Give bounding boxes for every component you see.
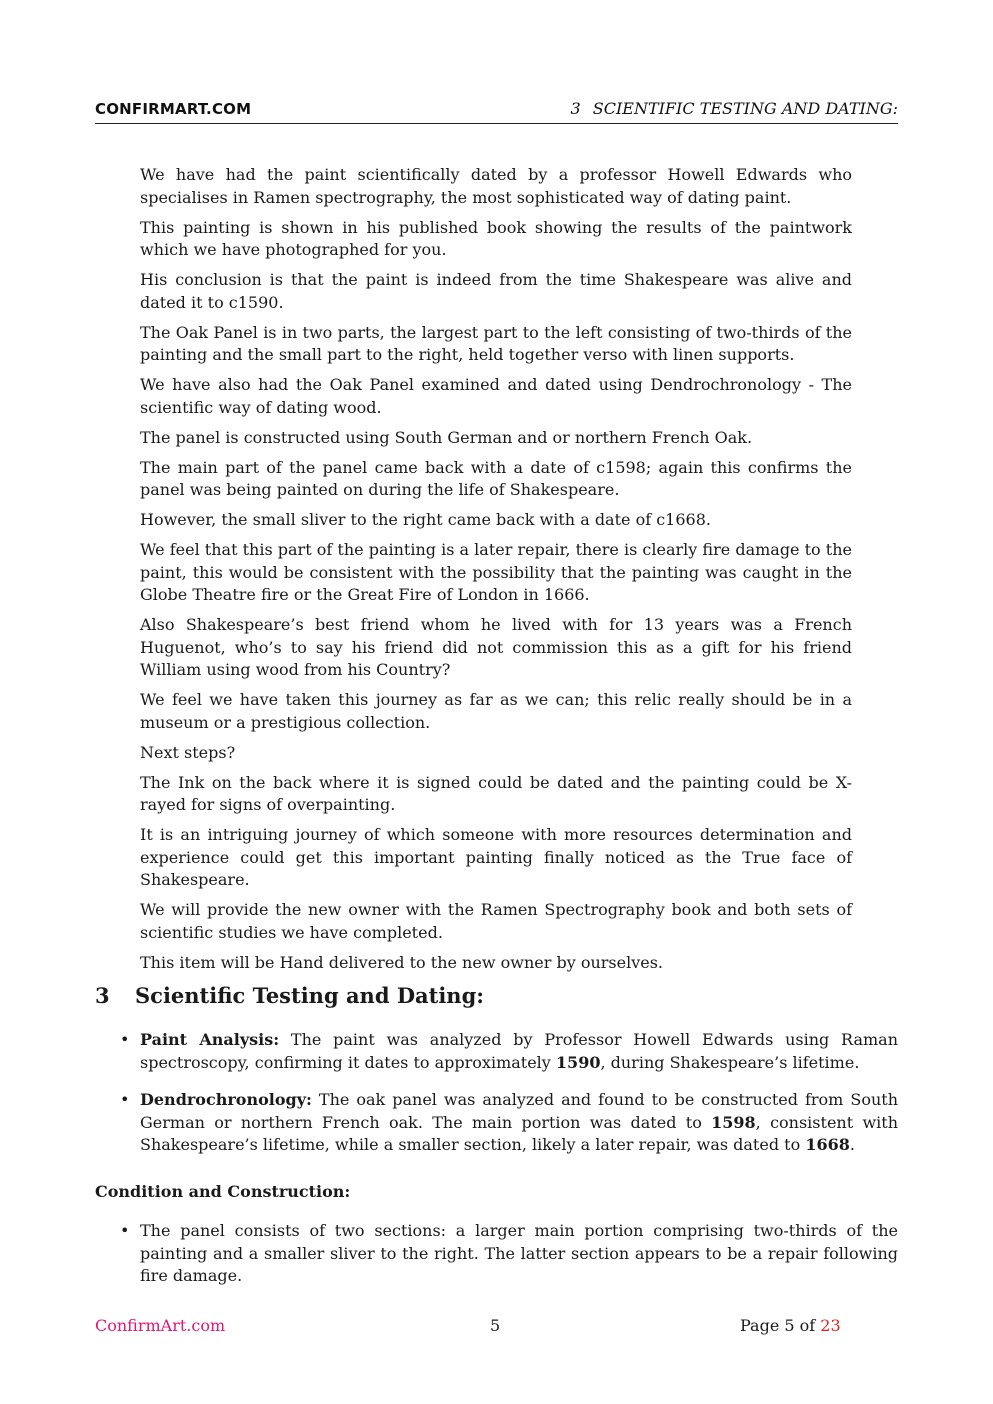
- paragraph: We feel we have taken this journey as far as we can; this relic really should be in a museum or a prestigious collection.: [140, 690, 852, 732]
- footer-page-prefix: Page 5 of: [740, 1316, 821, 1335]
- list-item-paint-analysis: [140, 1029, 898, 1074]
- paragraph: We have also had the Oak Panel examined and dated using Dendrochronology - The scientific way of dating wood.: [140, 375, 852, 417]
- list-item-dendrochronology: [140, 1089, 898, 1157]
- list-item: • The panel consists of two sections: a larger main portion comprising two-thirds of the painting and a smaller sliver to the right. The latter section appears to be a repair following fire damage.: [140, 1220, 898, 1288]
- footer-page-number: 5: [490, 1316, 501, 1335]
- item-text: , during Shakespeare’s lifetime.: [600, 1052, 860, 1072]
- paragraph: The panel is constructed using South German and or northern French Oak.: [140, 427, 753, 447]
- item-text: The oak panel was analyzed and found to be constructed from South German or northern French oak. The main portion was dated to: [140, 1090, 898, 1132]
- header-section-title: [571, 99, 898, 118]
- header-section-number: 3: [570, 99, 581, 118]
- item-date: 1590: [555, 1052, 601, 1072]
- page-header: [95, 99, 898, 124]
- item-label: Paint Analysis:: [140, 1030, 280, 1049]
- paragraph: This item will be Hand delivered to the new owner by ourselves.: [140, 952, 663, 972]
- section-number: 3: [95, 983, 110, 1008]
- paragraph: We have had the paint scientifically dated by a professor Howell Edwards who specialises in Ramen spectrography, the most sophisticated way of dating paint.: [140, 165, 852, 207]
- section-heading: [95, 983, 484, 1008]
- header-section-label: SCIENTIFIC TESTING AND DATING:: [592, 99, 898, 118]
- item-date: 1598: [711, 1112, 756, 1132]
- item-text: , consistent with Shakespeare’s lifetime, while a smaller section, likely a later repair, was dated to: [140, 1112, 899, 1154]
- item-text: .: [849, 1135, 855, 1154]
- paragraph: Also Shakespeare’s best friend whom he lived with for 13 years was a French Huguenot, who’s to say his friend did not commission this as a gift for his friend William using wood from his Country?: [140, 615, 852, 679]
- paragraph: The Oak Panel is in two parts, the largest part to the left consisting of two-thirds of the painting and the small part to the right, held together verso with linen supports.: [140, 322, 852, 364]
- testing-list: [140, 1029, 898, 1172]
- footer-page-total-link[interactable]: 23: [820, 1316, 841, 1335]
- paragraph: It is an intriguing journey of which someone with more resources determination and experience could get this important painting finally noticed as the True face of Shakespeare.: [140, 825, 852, 889]
- paragraph: This painting is shown in his published book showing the results of the paintwork which we have photographed for you.: [140, 217, 852, 259]
- paragraph: Next steps?: [140, 742, 236, 762]
- paragraph: The Ink on the back where it is signed could be dated and the painting could be X-rayed for signs of overpainting.: [140, 772, 852, 814]
- condition-list: [140, 1220, 898, 1303]
- paragraph: However, the small sliver to the right came back with a date of c1668.: [140, 510, 711, 529]
- paragraph: We will provide the new owner with the Ramen Spectrography book and both sets of scientific studies we have completed.: [140, 900, 852, 942]
- header-logo: CONFIRMART.COM: [95, 100, 252, 118]
- footer-site-link[interactable]: ConfirmArt.com: [95, 1316, 226, 1335]
- section-title: Scientific Testing and Dating:: [135, 983, 485, 1008]
- item-label: Dendrochronology:: [140, 1090, 312, 1109]
- paragraph: We feel that this part of the painting is a later repair, there is clearly fire damage to the paint, this would be consistent with the possibility that the painting was caught in the Globe Theatre fire or the Great Fire of London in 1666.: [140, 540, 852, 604]
- body-text: [140, 164, 852, 982]
- item-date: 1668: [805, 1135, 850, 1154]
- paragraph: The main part of the panel came back with a date of c1598; again this confirms the panel was being painted on during the life of Shakespeare.: [140, 457, 852, 499]
- paragraph: His conclusion is that the paint is indeed from the time Shakespeare was alive and dated it to c1590.: [140, 270, 852, 312]
- condition-heading: Condition and Construction:: [95, 1182, 351, 1201]
- item-text: The paint was analyzed by Professor Howell Edwards using Raman spectroscopy, confirming it dates to approximately: [140, 1030, 899, 1072]
- footer-page-count: [740, 1316, 841, 1335]
